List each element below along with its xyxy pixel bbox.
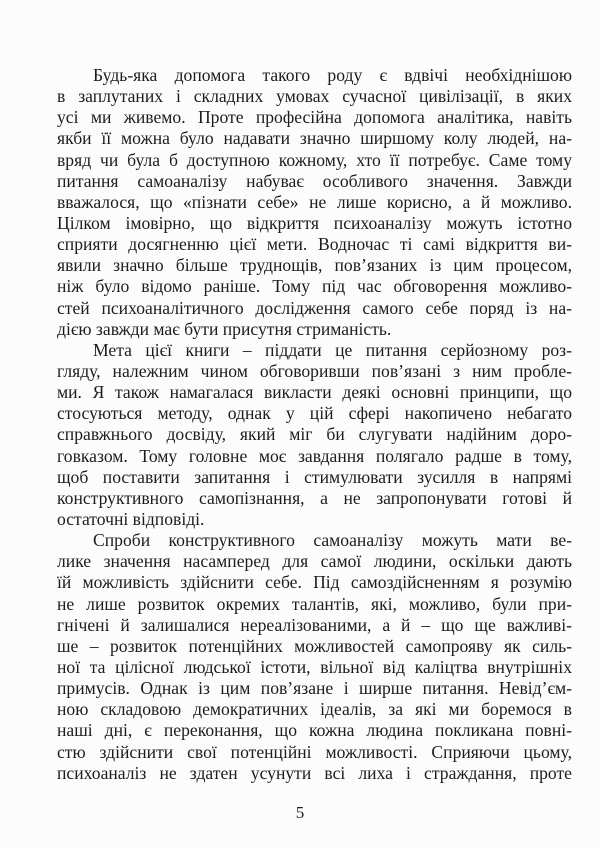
text-line: щоб поставити запитання і стимулювати зусилля в напрямі <box>57 466 572 487</box>
text-line: ної та цілісної людської істоти, вільної від каліцтва внутрішніх <box>57 656 572 677</box>
text-line: наші дні, є переконання, що кожна людина покликана повні- <box>57 720 572 741</box>
text-line: Будь-яка допомога такого роду є вдвічі необхіднішою <box>93 65 572 85</box>
text-line: стосуються методу, однак у цій сфері накопичено небагато <box>57 403 572 424</box>
text-line: конструктивного самопізнання, а не запропонувати готові й <box>57 487 572 508</box>
text-line: говказом. Тому головне моє завдання полягало радше в тому, <box>57 445 572 466</box>
paragraph <box>57 65 572 340</box>
body-text <box>57 65 572 784</box>
text-line: стю здійснити свої потенційні можливості. Сприяючи цьому, <box>57 741 572 762</box>
text-line: гнічені й залишалися нереалізованими, а й – що ще важливі- <box>57 614 572 635</box>
text-line: остаточні відповіді. <box>57 508 205 529</box>
text-line: якби її можна було надавати значно ширшому колу людей, на- <box>57 128 572 149</box>
text-line: їй можливість здійснити себе. Під самоздійсненням я розумію <box>57 572 572 593</box>
text-line: гляду, належним чином обговоривши пов’язані з ним пробле- <box>57 360 572 381</box>
page-number: 5 <box>295 803 305 822</box>
text-line: Спроби конструктивного самоаналізу можуть мати ве- <box>93 530 572 551</box>
text-line: ше – розвиток потенційних можливостей самопрояву як силь- <box>57 635 572 656</box>
text-line: справжнього досвіду, який міг би слугувати надійним доро- <box>57 424 572 445</box>
text-line: Мета цієї книги – піддати це питання серйозному роз- <box>93 339 572 360</box>
text-line: лике значення насамперед для самої людини, оскільки дають <box>57 551 572 572</box>
paragraph <box>57 340 572 530</box>
text-line: усі ми живемо. Проте професійна допомога аналітика, навіть <box>57 107 572 128</box>
text-line: ною складовою демократичних ідеалів, за які ми боремося в <box>57 699 572 720</box>
text-line: вважалося, що «пізнати себе» не лише корисно, а й можливо. <box>57 191 572 212</box>
text-line: питання самоаналізу набуває особливого значення. Завжди <box>57 170 572 191</box>
text-line: в заплутаних і складних умовах сучасної цивілізації, в яких <box>57 86 572 107</box>
text-line: дією завжди має бути присутня стриманість. <box>57 318 392 339</box>
paragraph <box>57 530 572 784</box>
text-line: не лише розвиток окремих талантів, які, можливо, були при- <box>57 593 572 614</box>
text-line: психоаналіз не здатен усунути всі лиха і страждання, проте <box>57 762 572 783</box>
text-line: ніж було відомо раніше. Тому під час обговорення можливо- <box>57 276 572 297</box>
text-line: примусів. Однак із цим пов’язане і ширше питання. Невід’єм- <box>57 678 572 699</box>
text-line: Цілком імовірно, що відкриття психоаналізу можуть істотно <box>57 212 572 233</box>
text-line: явили значно більше труднощів, пов’язаних із цим процесом, <box>57 255 572 276</box>
text-line: сприяти досягненню цієї мети. Водночас ті самі відкриття ви- <box>57 234 572 255</box>
text-line: ми. Я також намагалася викласти деякі основні принципи, що <box>57 382 572 403</box>
text-line: стей психоаналітичного дослідження самого себе поряд із на- <box>57 297 572 318</box>
text-line: вряд чи була б доступною кожному, хто її потребує. Саме тому <box>57 149 572 170</box>
